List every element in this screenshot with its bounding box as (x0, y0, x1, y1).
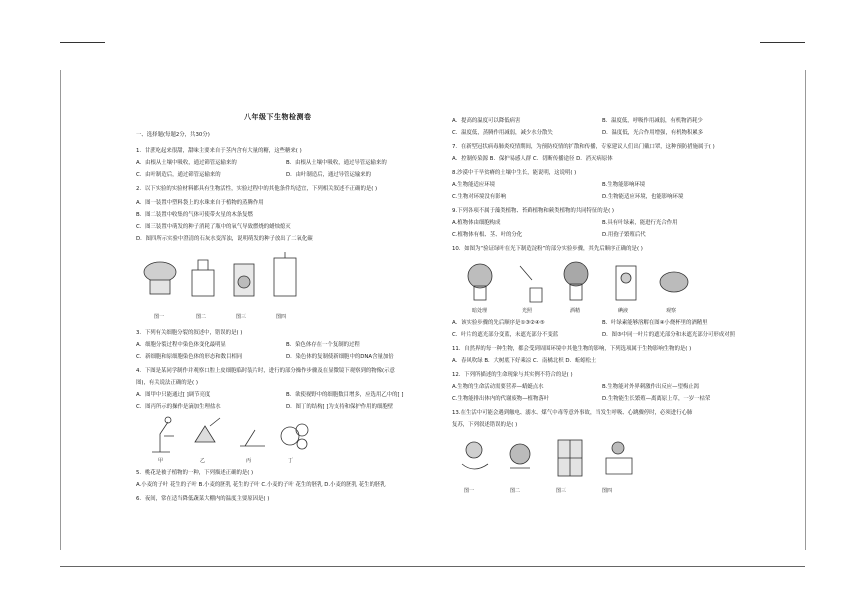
q1-option-a: A．由根从土壤中吸收，通过筛管运输来的 (136, 160, 237, 166)
question-7: 7．在新型冠状病毒肺炎疫情期间，为预防疫情的扩散和传播，专家建议人们出门戴口罩，这种预防措施属于( ) (452, 144, 715, 150)
question-4: 4．下图是某同学制作并观察口腔上皮细胞临时装片时，进行的部分操作步骤及在显微镜下观察到的物像(示意 (136, 368, 395, 374)
q10-option-a: A．该实验步骤的先后顺序是①③②④⑤ (452, 320, 545, 326)
q1-option-d: D．由叶制造后，通过导管运输来的 (286, 172, 372, 178)
q9-option-d: D.用孢子繁殖后代 (602, 232, 646, 238)
q9-option-c: C.植物体有根、茎、叶的分化 (452, 232, 523, 238)
q6-option-a: A．提高的温度可以降低病害 (452, 118, 521, 124)
q2-figure-strip (140, 252, 310, 308)
q1-option-b: B．由根从土壤中吸收，通过导管运输来的 (286, 160, 387, 166)
q4-option-c: C．图丙所示的操作是滴加生理盐水 (136, 404, 221, 410)
q2-option-a: A．图一装置中塑料袋上的水珠来自于植物的蒸腾作用 (136, 200, 264, 206)
q4-option-a: A．图甲中只能通过[ ]调节亮度 (136, 392, 211, 398)
q10-figure-caption-1: 暗处理 (472, 308, 488, 314)
q4-figure-caption-4: 丁 (288, 458, 294, 464)
q10-option-d: D．图③中同一叶片的遮光部分和未遮光部分可形成对照 (602, 332, 735, 338)
question-6: 6．夜间，常在适当降低蔬菜大棚内的温度主要原因是( ) (136, 496, 270, 502)
q6-option-d: D．温度低，光合作用增强，有机物积累多 (602, 130, 704, 136)
q12-option-d: D.生物能生长繁殖—离离原上草，一岁一枯荣 (602, 396, 711, 402)
q4-option-d: D．图丁的结构[ ]为支持和保护作用的细胞壁 (286, 404, 394, 410)
q13-figure-strip (456, 434, 646, 484)
q3-option-a: A．细胞分裂过程中染色体变化最明显 (136, 342, 226, 348)
q13-figure-caption-1: 图一 (464, 488, 475, 494)
q12-option-c: C.生物能排出体内的代谢废物—植物落叶 (452, 396, 550, 402)
question-12: 12．下列所描述的生命现象与其实例不符合的是( ) (452, 372, 573, 378)
q10-figure-caption-2: 光照 (522, 308, 533, 314)
q12-option-b: B.生物能对外界刺激作出反应—望梅止渴 (602, 384, 700, 390)
q8-option-b: B.生物能影响环境 (602, 182, 646, 188)
q8-option-c: C.生物对环境没有影响 (452, 194, 506, 200)
question-13-cont: 复苏，下列叙述错误的是( ) (452, 422, 518, 428)
scan-edge-right (805, 70, 806, 550)
question-9: 9.下列各项不属于藻类植物、苔藓植物和蕨类植物的共同特征的是( ) (452, 208, 615, 214)
q4-figure-caption-1: 甲 (158, 458, 164, 464)
question-5: 5．桃花是被子植物的一种，下列描述正确的是( ) (136, 470, 254, 476)
q7-options: A．控制传染源 B．保护易感人群 C．切断传播途径 D．消灭病原体 (452, 156, 613, 162)
question-4-cont: 图)，有关说法正确的是( ) (136, 380, 198, 386)
q3-option-b: B．染色体存在一个复制的过程 (286, 342, 360, 348)
q2-option-d: D．图四所示实验中澄清的石灰水变浑浊，说明萌发的种子放出了二氧化碳 (136, 236, 313, 242)
q2-figure-caption-3: 图三 (236, 314, 247, 320)
q10-figure-caption-5: 观察 (666, 308, 677, 314)
q13-figure-caption-2: 图二 (510, 488, 521, 494)
question-11: 11．自然界的每一种生物，都会受到周围环境中其他生物的影响，下列选项属于生物影响生物的是( ) (452, 346, 692, 352)
q4-figure-strip (140, 412, 320, 458)
q5-options: A.小麦的子叶 花生的子叶 B.小麦的胚乳 花生的子叶 C.小麦的子叶 花生的胚乳 D.小麦的胚乳 花生的胚乳 (136, 482, 386, 488)
q4-option-b: B．欲使视野中的细胞数目增多，应选用乙中的[ ] (286, 392, 404, 398)
q10-figure-caption-4: 碘液 (618, 308, 629, 314)
q2-figure-caption-1: 图一 (154, 314, 165, 320)
q4-figure-caption-2: 乙 (200, 458, 206, 464)
q2-figure-caption-2: 图二 (196, 314, 207, 320)
question-8: 8.沙漠中干旱贫瘠的土壤中生长，能说明，这说明( ) (452, 170, 577, 176)
question-3: 3．下列有关细胞分裂的叙述中，错误的是( ) (136, 330, 243, 336)
q6-option-c: C．温度低，蒸腾作用减弱，减少水分散失 (452, 130, 553, 136)
exam-title: 八年级下生物检测卷 (244, 113, 312, 121)
question-10: 10．如图为“验证绿叶在光下制造淀粉”的部分实验步骤，其先后顺序正确的是( ) (452, 246, 643, 252)
q10-option-c: C．叶片的遮光部分变蓝，未遮光部分不变蓝 (452, 332, 559, 338)
q3-option-d: D．染色体的复制使新细胞中的DNA含量加倍 (286, 354, 394, 360)
q12-option-a: A.生物的生命活动需要营养—蜻蜓点水 (452, 384, 544, 390)
q13-figure-caption-4: 图四 (602, 488, 613, 494)
scan-edge-bottom (60, 566, 805, 567)
q4-figure-caption-3: 丙 (246, 458, 252, 464)
q10-figure-caption-3: 酒精 (570, 308, 581, 314)
q2-figure-caption-4: 图四 (276, 314, 287, 320)
q9-option-a: A.植物体由细胞构成 (452, 220, 501, 226)
q8-option-a: A.生物能适应环境 (452, 182, 496, 188)
q6-option-b: B．温度低，呼吸作用减弱，有机物消耗少 (602, 118, 703, 124)
q2-option-c: C．图三装置中萌发的种子消耗了瓶中的氧气导致燃烧的蜡烛熄灭 (136, 224, 291, 230)
question-13: 13.在生活中可能会遇到触电、溺水、煤气中毒等意外事故，当发生呼吸、心跳骤停时，必须进行心肺 (452, 410, 693, 416)
scan-edge-top-right (760, 42, 805, 43)
q10-figure-strip (460, 258, 700, 306)
q13-figure-caption-3: 图三 (556, 488, 567, 494)
q2-option-b: B．图二装置中收集的气体可使带火星的木条复燃 (136, 212, 253, 218)
question-2: 2．以下实验的实验材料都具有生物活性，实验过程中的其他条件均适宜，下列相关叙述不正确的是( ) (136, 186, 378, 192)
scan-edge-top-left (60, 42, 105, 43)
q11-options: A．春风吹绿 B．大树底下好乘凉 C．南橘北枳 D．蚯蚓松土 (452, 358, 597, 364)
q3-option-c: C．新细胞和原细胞染色体的形态和数目相同 (136, 354, 243, 360)
q1-option-c: C．由叶制造后，通过筛管运输来的 (136, 172, 221, 178)
q9-option-b: B.具有叶绿素，能进行光合作用 (602, 220, 678, 226)
section-heading: 一、选择题(每题2分，共30分) (136, 132, 210, 138)
q10-option-b: B．叶绿素能够溶解在图④小烧杯里的酒精里 (602, 320, 708, 326)
q8-option-d: D.生物能适应环境，也能影响环境 (602, 194, 684, 200)
question-1: 1．甘蔗吃起来很甜，甜味主要来自于茎内含有大量的糖，这些糖来( ) (136, 148, 302, 154)
scan-edge-left (60, 70, 61, 550)
